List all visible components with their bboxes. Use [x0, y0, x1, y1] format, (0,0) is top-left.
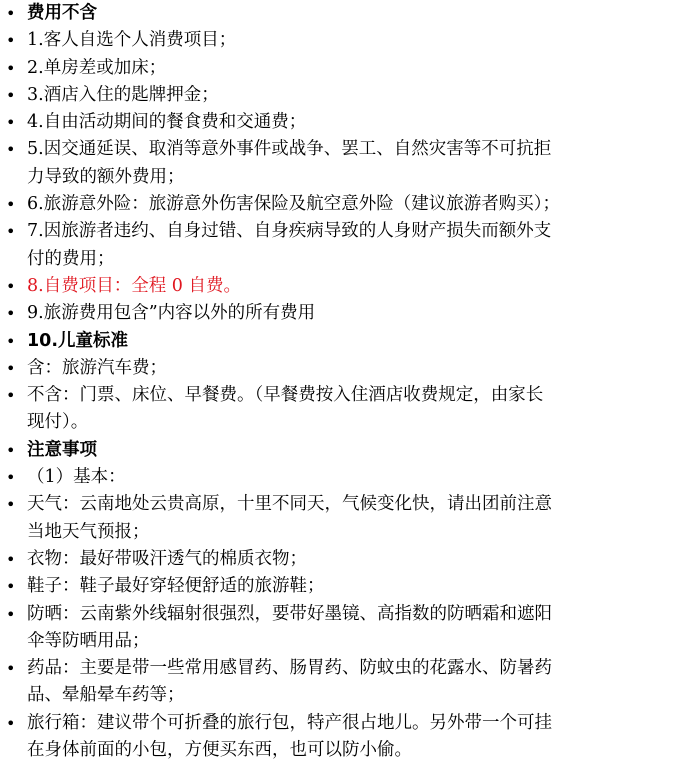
- item-text: 防晒：云南紫外线辐射很强烈，要带好墨镜、高指数的防晒霜和遮阳: [27, 603, 552, 624]
- bullet: •: [6, 113, 16, 133]
- item-text: 付的费用；: [27, 248, 115, 269]
- item-text: 9.旅游费用包含”内容以外的所有费用: [27, 303, 316, 324]
- list-item: [0, 491, 698, 518]
- item-text: 1.客人自选个人消费项目；: [27, 30, 237, 51]
- bullet: •: [6, 495, 16, 515]
- list-item: [0, 601, 698, 628]
- item-text: 力导致的额外费用；: [27, 166, 185, 187]
- item-text: 7.因旅游者违约、自身过错、自身疾病导致的人身财产损失而额外支: [27, 221, 552, 242]
- item-text: 不含：门票、床位、早餐费。（早餐费按入住酒店收费规定，由家长: [27, 385, 544, 406]
- list-item: [0, 218, 698, 245]
- item-text: 在身体前面的小包，方便买东西，也可以防小偷。: [27, 740, 412, 761]
- bullet: •: [6, 468, 16, 488]
- item-text: 3.酒店入住的匙牌押金；: [27, 84, 219, 105]
- list-item: [0, 136, 698, 163]
- list-item: [0, 655, 698, 682]
- list-item: [0, 27, 698, 54]
- list-item-continuation: [0, 682, 698, 709]
- item-text: 衣物：最好带吸汗透气的棉质衣物；: [27, 548, 307, 569]
- bullet: •: [6, 140, 16, 160]
- section-heading-notes: [0, 437, 698, 464]
- bullet: •: [6, 549, 16, 569]
- item-text: 伞等防晒用品；: [27, 630, 150, 651]
- bullet: •: [6, 386, 16, 406]
- list-item: [0, 55, 698, 82]
- bullet: •: [6, 195, 16, 215]
- heading-text: 注意事项: [27, 439, 97, 460]
- list-item-continuation: [0, 164, 698, 191]
- item-text: 品、晕船晕车药等；: [27, 685, 185, 706]
- bullet: •: [6, 604, 16, 624]
- item-text: 5.因交通延误、取消等意外事件或战争、罢工、自然灾害等不可抗拒: [27, 139, 552, 160]
- item-text: 6.旅游意外险：旅游意外伤害保险及航空意外险（建议旅游者购买）；: [27, 194, 560, 215]
- list-item: [0, 300, 698, 327]
- section-heading-fees-excluded: [0, 0, 698, 27]
- list-item-continuation: [0, 519, 698, 546]
- list-item-continuation: [0, 246, 698, 273]
- item-text: 药品：主要是带一些常用感冒药、肠胃药、防蚊虫的花露水、防暑药: [27, 658, 552, 679]
- item-text: 鞋子：鞋子最好穿轻便舒适的旅游鞋；: [27, 576, 325, 597]
- list-item: [0, 546, 698, 573]
- bullet: •: [6, 4, 16, 23]
- list-item: [0, 710, 698, 737]
- bullet: •: [6, 304, 16, 324]
- item-text: 当地天气预报；: [27, 521, 150, 542]
- bullet: •: [6, 276, 16, 296]
- bullet: •: [6, 440, 16, 460]
- list-item-highlighted: [0, 273, 698, 300]
- list-item: [0, 382, 698, 409]
- list-item: [0, 82, 698, 109]
- bullet: •: [6, 358, 16, 378]
- item-text: 含：旅游汽车费；: [27, 357, 167, 378]
- list-item-continuation: [0, 628, 698, 655]
- bullet: •: [6, 577, 16, 597]
- list-item-continuation: [0, 409, 698, 436]
- item-text: （1）基本：: [27, 467, 126, 488]
- heading-text: 10.儿童标准: [27, 330, 129, 351]
- item-text: 旅行箱：建议带个可折叠的旅行包，特产很占地儿。另外带一个可挂: [27, 712, 552, 733]
- list-item: [0, 573, 698, 600]
- bullet: •: [6, 31, 16, 51]
- list-item-continuation: [0, 737, 698, 764]
- bullet: •: [6, 331, 16, 351]
- item-text: 天气：云南地处云贵高原，十里不同天，气候变化快，请出团前注意: [27, 494, 552, 515]
- bullet: •: [6, 85, 16, 105]
- heading-text: 费用不含: [27, 3, 97, 23]
- bullet: •: [6, 713, 16, 733]
- bullet: •: [6, 222, 16, 242]
- item-text: 8.自费项目：全程 0 自费。: [27, 275, 241, 296]
- item-text: 2.单房差或加床；: [27, 57, 167, 78]
- list-item: [0, 355, 698, 382]
- list-item: [0, 109, 698, 136]
- bullet: •: [6, 58, 16, 78]
- list-item: [0, 191, 698, 218]
- item-text: 4.自由活动期间的餐食费和交通费；: [27, 112, 307, 133]
- list-item: [0, 464, 698, 491]
- item-text: 现付）。: [27, 412, 89, 433]
- section-heading-child-standard: [0, 328, 698, 355]
- bullet: •: [6, 659, 16, 679]
